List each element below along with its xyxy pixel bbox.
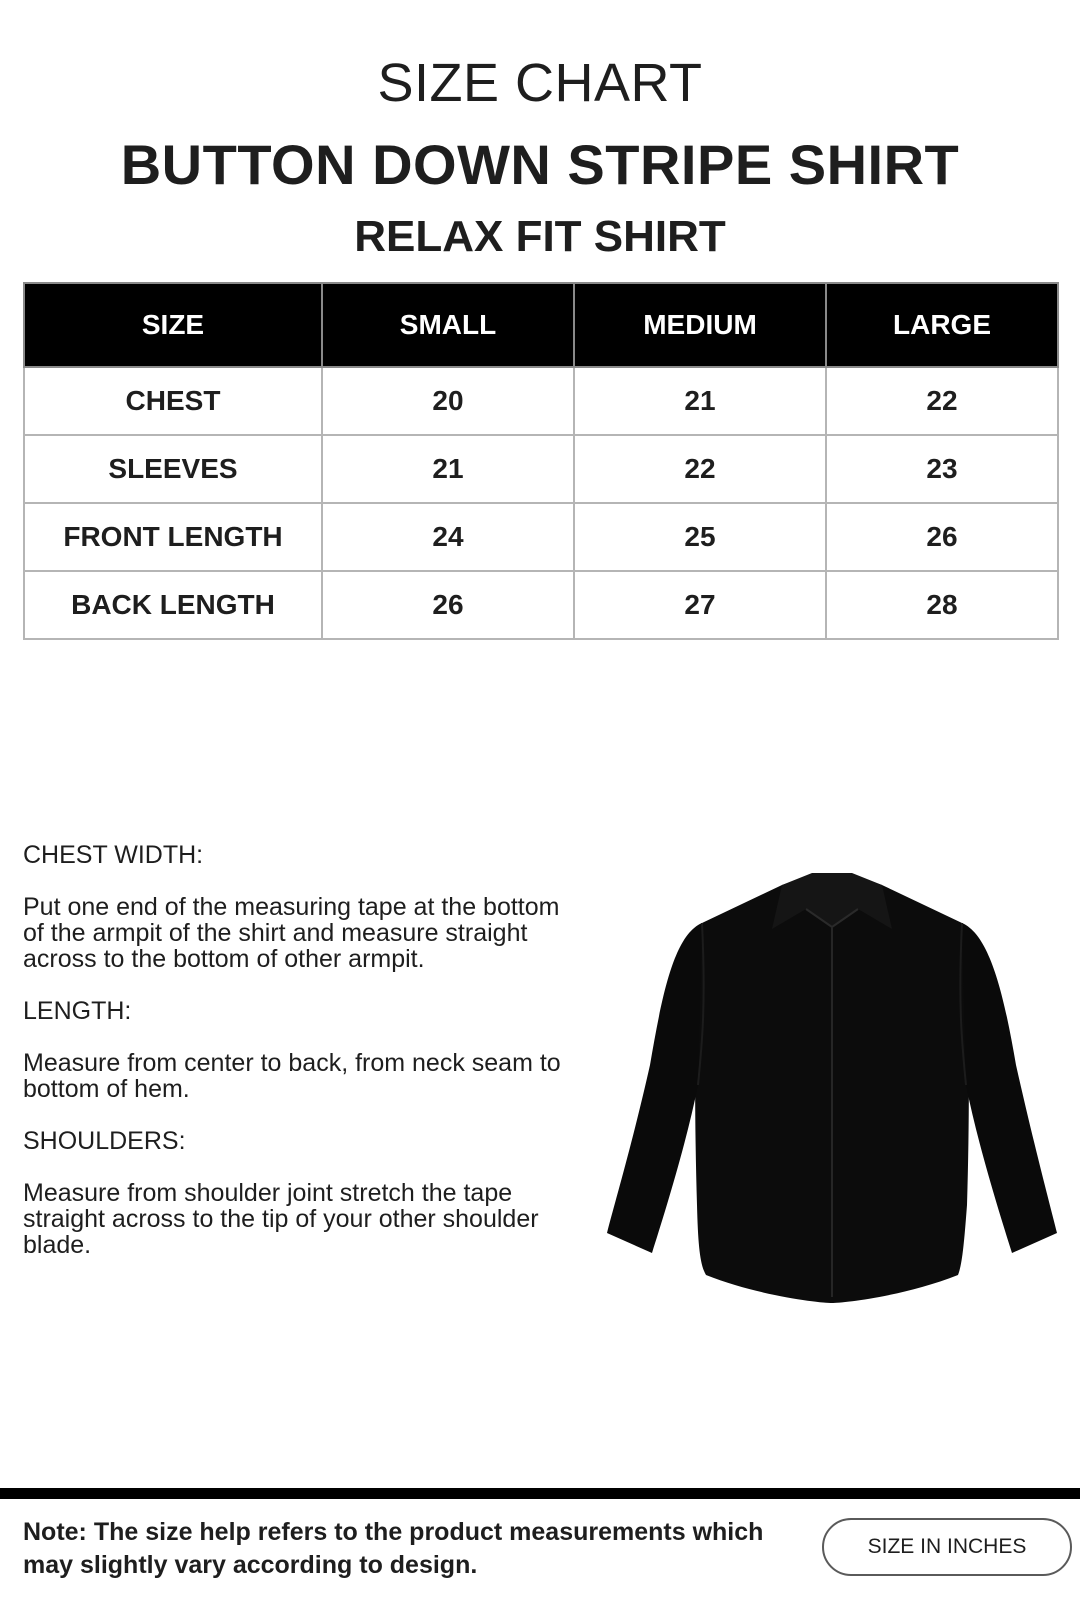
table-cell: 23 bbox=[826, 435, 1058, 503]
header-small: SMALL bbox=[322, 283, 574, 367]
table-row bbox=[24, 367, 1058, 435]
size-table bbox=[23, 282, 1059, 640]
table-row bbox=[24, 503, 1058, 571]
product-title: BUTTON DOWN STRIPE SHIRT bbox=[120, 133, 960, 196]
chest-width-heading: CHEST WIDTH: bbox=[23, 841, 204, 869]
table-row bbox=[24, 571, 1058, 639]
row-label: FRONT LENGTH bbox=[24, 503, 322, 571]
shoulders-heading: SHOULDERS: bbox=[23, 1127, 186, 1155]
table-row bbox=[24, 435, 1058, 503]
table-cell: 20 bbox=[322, 367, 574, 435]
header-size: SIZE bbox=[24, 283, 322, 367]
table-cell: 21 bbox=[322, 435, 574, 503]
table-cell: 22 bbox=[574, 435, 826, 503]
table-cell: 21 bbox=[574, 367, 826, 435]
length-heading: LENGTH: bbox=[23, 997, 132, 1025]
table-cell: 27 bbox=[574, 571, 826, 639]
table-cell: 26 bbox=[826, 503, 1058, 571]
row-label: BACK LENGTH bbox=[24, 571, 322, 639]
table-header-row bbox=[24, 283, 1058, 367]
shoulders-text: Measure from shoulder joint stretch the tape straight across to the tip of your other shoulder blade. bbox=[23, 1179, 539, 1259]
row-label: SLEEVES bbox=[24, 435, 322, 503]
header-large: LARGE bbox=[826, 283, 1058, 367]
chest-width-text: Put one end of the measuring tape at the bottom of the armpit of the shirt and measure straight across to the bottom of other armpit. bbox=[23, 893, 560, 973]
table-cell: 24 bbox=[322, 503, 574, 571]
size-in-inches-button[interactable]: SIZE IN INCHES bbox=[822, 1518, 1072, 1576]
length-text: Measure from center to back, from neck seam to bottom of hem. bbox=[23, 1049, 561, 1103]
size-note: Note: The size help refers to the product measurements which may slightly vary according to design. bbox=[23, 1518, 764, 1579]
fit-subtitle: RELAX FIT SHIRT bbox=[354, 212, 726, 261]
table-cell: 22 bbox=[826, 367, 1058, 435]
footer-divider bbox=[0, 1488, 1080, 1499]
header-medium: MEDIUM bbox=[574, 283, 826, 367]
table-cell: 25 bbox=[574, 503, 826, 571]
row-label: CHEST bbox=[24, 367, 322, 435]
table-cell: 26 bbox=[322, 571, 574, 639]
table-cell: 28 bbox=[826, 571, 1058, 639]
measurement-instructions bbox=[23, 842, 583, 1284]
shirt-image bbox=[602, 845, 1062, 1315]
page-title: SIZE CHART bbox=[377, 53, 703, 113]
